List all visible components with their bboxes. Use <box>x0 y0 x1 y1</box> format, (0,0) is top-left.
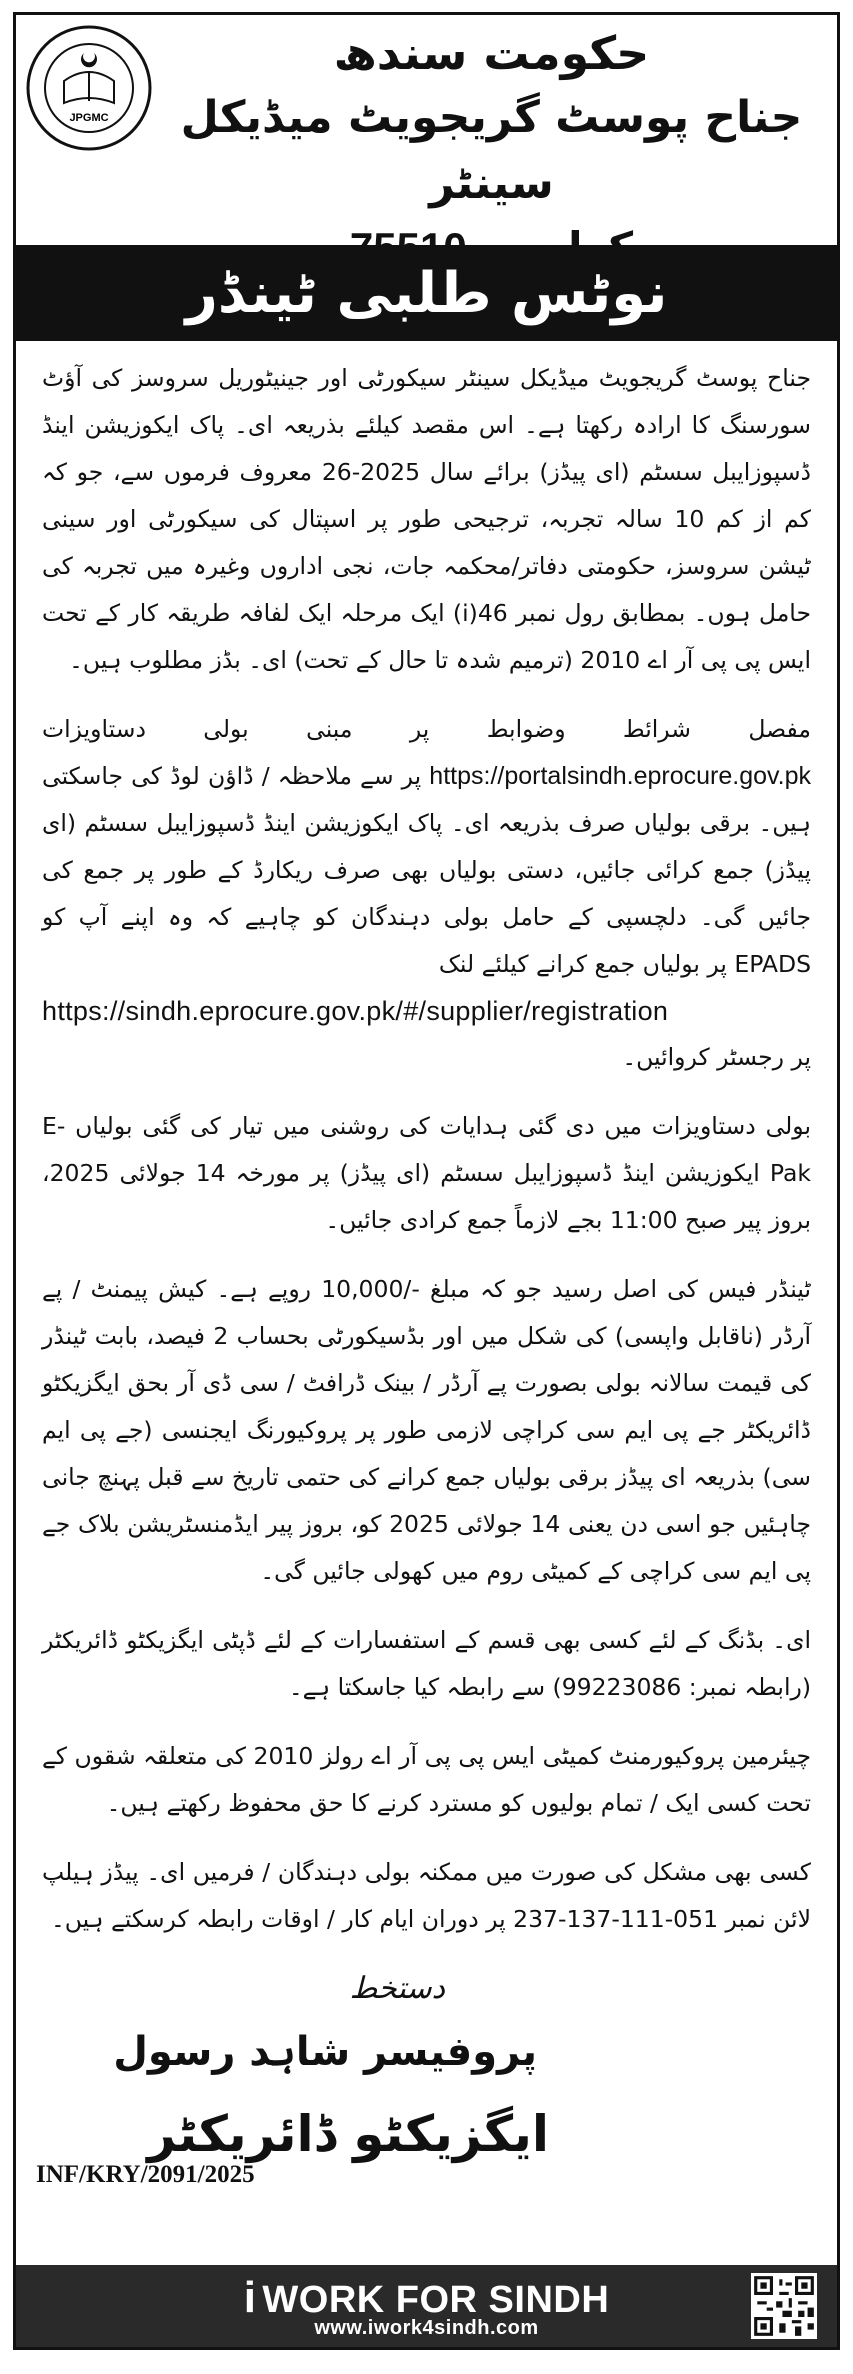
footer-brand <box>16 2273 837 2323</box>
footer-banner <box>16 2265 837 2347</box>
signatory-designation: ایگزیکٹو ڈائریکٹر <box>147 2105 549 2163</box>
paragraph-6: چیئرمین پروکیورمنٹ کمیٹی ایس پی پی آر اے رولز 2010 کی متعلقہ شقوں کے تحت کسی ایک / تمام بولیوں کو مسترد کرنے کا حق محفوظ رکھتے ہیں۔ <box>42 1742 811 1817</box>
paragraph-2 <box>42 706 811 1081</box>
brand-text: WORK FOR SINDH <box>262 2279 610 2321</box>
tender-notice <box>13 12 840 2350</box>
registration-link[interactable]: https://sindh.eprocure.gov.pk/#/supplier/registration <box>42 996 669 1026</box>
portal-link[interactable]: https://portalsindh.eprocure.gov.pk <box>429 762 811 790</box>
signature-block <box>16 1965 837 2215</box>
paragraph-5: ای۔ بڈنگ کے لئے کسی بھی قسم کے استفسارات کے لئے ڈپٹی ایگزیکٹو ڈائریکٹر (رابطہ نمبر: 99223086) سے رابطہ کیا جاسکتا ہے۔ <box>42 1626 811 1701</box>
paragraph-3: بولی دستاویزات میں دی گئی ہدایات کی روشنی میں تیار کی گئی بولیاں E-Pak ایکوزیشن اینڈ ڈسپوزایبل سسٹم (ای پیڈز) پر مورخہ 14 جولائی 2025، بروز پیر صبح 11:00 بجے لازماً جمع کرادی جائیں۔ <box>42 1112 811 1234</box>
qr-code-icon <box>751 2273 817 2339</box>
paragraph-7: کسی بھی مشکل کی صورت میں ممکنہ بولی دہندگان / فرمیں ای۔ پیڈز ہیلپ لائن نمبر 051-111-137-237 پر دوران ایام کار / اوقات رابطہ کرسکتے ہیں۔ <box>42 1858 811 1933</box>
paragraph-1: جناح پوسٹ گریجویٹ میڈیکل سینٹر سیکورٹی اور جینیٹوریل سروسز کی آؤٹ سورسنگ کا ارادہ رکھتا ہے۔ اس مقصد کیلئے بذریعہ ای۔ پاک ایکوزیشن اینڈ ڈسپوزایبل سسٹم (ای پیڈز) برائے سال 2025-26 معروف فرموں سے، جو کہ کم از کم 10 سالہ تجربہ، ترجیحی طور پر اسپتال کی سیکورٹی اور سینی ٹیشن سروسز، حکومتی دفاتر/محکمہ جات، نجی اداروں وغیرہ میں تجربہ کی حامل ہوں۔ بمطابق رول نمبر 46(i) ایک مرحلہ ایک لفافہ طریقہ کار کے تحت ایس پی پی آر اے 2010 (ترمیم شدہ تا حال کے تحت) ای۔ بڈز مطلوب ہیں۔ <box>42 364 811 674</box>
institution-city <box>166 217 817 279</box>
notice-body <box>16 341 837 1943</box>
notice-header <box>16 15 837 272</box>
jpgmc-seal-icon <box>24 23 154 153</box>
city-name: کراچی <box>495 223 634 272</box>
paragraph-2-intro: مفصل شرائط وضوابط پر مبنی بولی دستاویزات <box>42 715 811 743</box>
postal-code: 75510 <box>349 224 467 271</box>
footer-website[interactable]: www.iwork4sindh.com <box>314 2317 539 2339</box>
institution-name: جناح پوسٹ گریجویٹ میڈیکل سینٹر <box>180 92 803 209</box>
signature-label: دستخط <box>349 1971 445 2006</box>
seal-abbrev: JPGMC <box>69 112 109 124</box>
signatory-name: پروفیسر شاہد رسول <box>113 2029 537 2075</box>
paragraph-2-end: پر رجسٹر کروائیں۔ <box>622 1043 811 1071</box>
govt-title: حکومت سندھ <box>333 26 650 80</box>
paragraph-2-body: پر سے ملاحظہ / ڈاؤن لوڈ کی جاسکتی ہیں۔ برقی بولیاں صرف بذریعہ ای۔ پاک ایکوزیشن اینڈ ڈسپوزایبل سسٹم (ای پیڈز) جمع کرائی جائیں، دستی بولیاں بھی صرف ریکارڈ کے طور پر جمع کی جائیں گی۔ دلچسپی کے حامل بولی دہندگان کو چاہیے کہ وہ اپنے آپ کو EPADS پر بولیاں جمع کرانے کیلئے لنک <box>42 762 811 978</box>
paragraph-4: ٹینڈر فیس کی اصل رسید جو کہ مبلغ -/10,000 روپے ہے۔ کیش پیمنٹ / پے آرڈر (ناقابل واپسی) کی شکل میں اور بڈسیکورٹی بحساب 2 فیصد، بابت ٹینڈر کی قیمت سالانہ بولی بصورت پے آرڈر / بینک ڈرافٹ / سی ڈی آر بحق ایگزیکٹو ڈائریکٹر جے پی ایم سی کراچی لازمی طور پر پروکیورنگ ایجنسی (جے پی ایم سی) بذریعہ ای پیڈز برقی بولیاں جمع کرانے کی حتمی تاریخ سے قبل پہنچ جانی چاہئیں جو اسی دن یعنی 14 جولائی 2025 کو، بروز پیر ایڈمنسٹریشن بلاک جے پی ایم سی کراچی کے کمیٹی روم میں کھولی جائیں گی۔ <box>42 1275 811 1585</box>
notice-title: نوٹس طلبی ٹینڈر <box>16 245 837 341</box>
reference-number: INF/KRY/2091/2025 <box>36 2161 255 2188</box>
brand-mark-icon: i <box>243 2273 257 2322</box>
